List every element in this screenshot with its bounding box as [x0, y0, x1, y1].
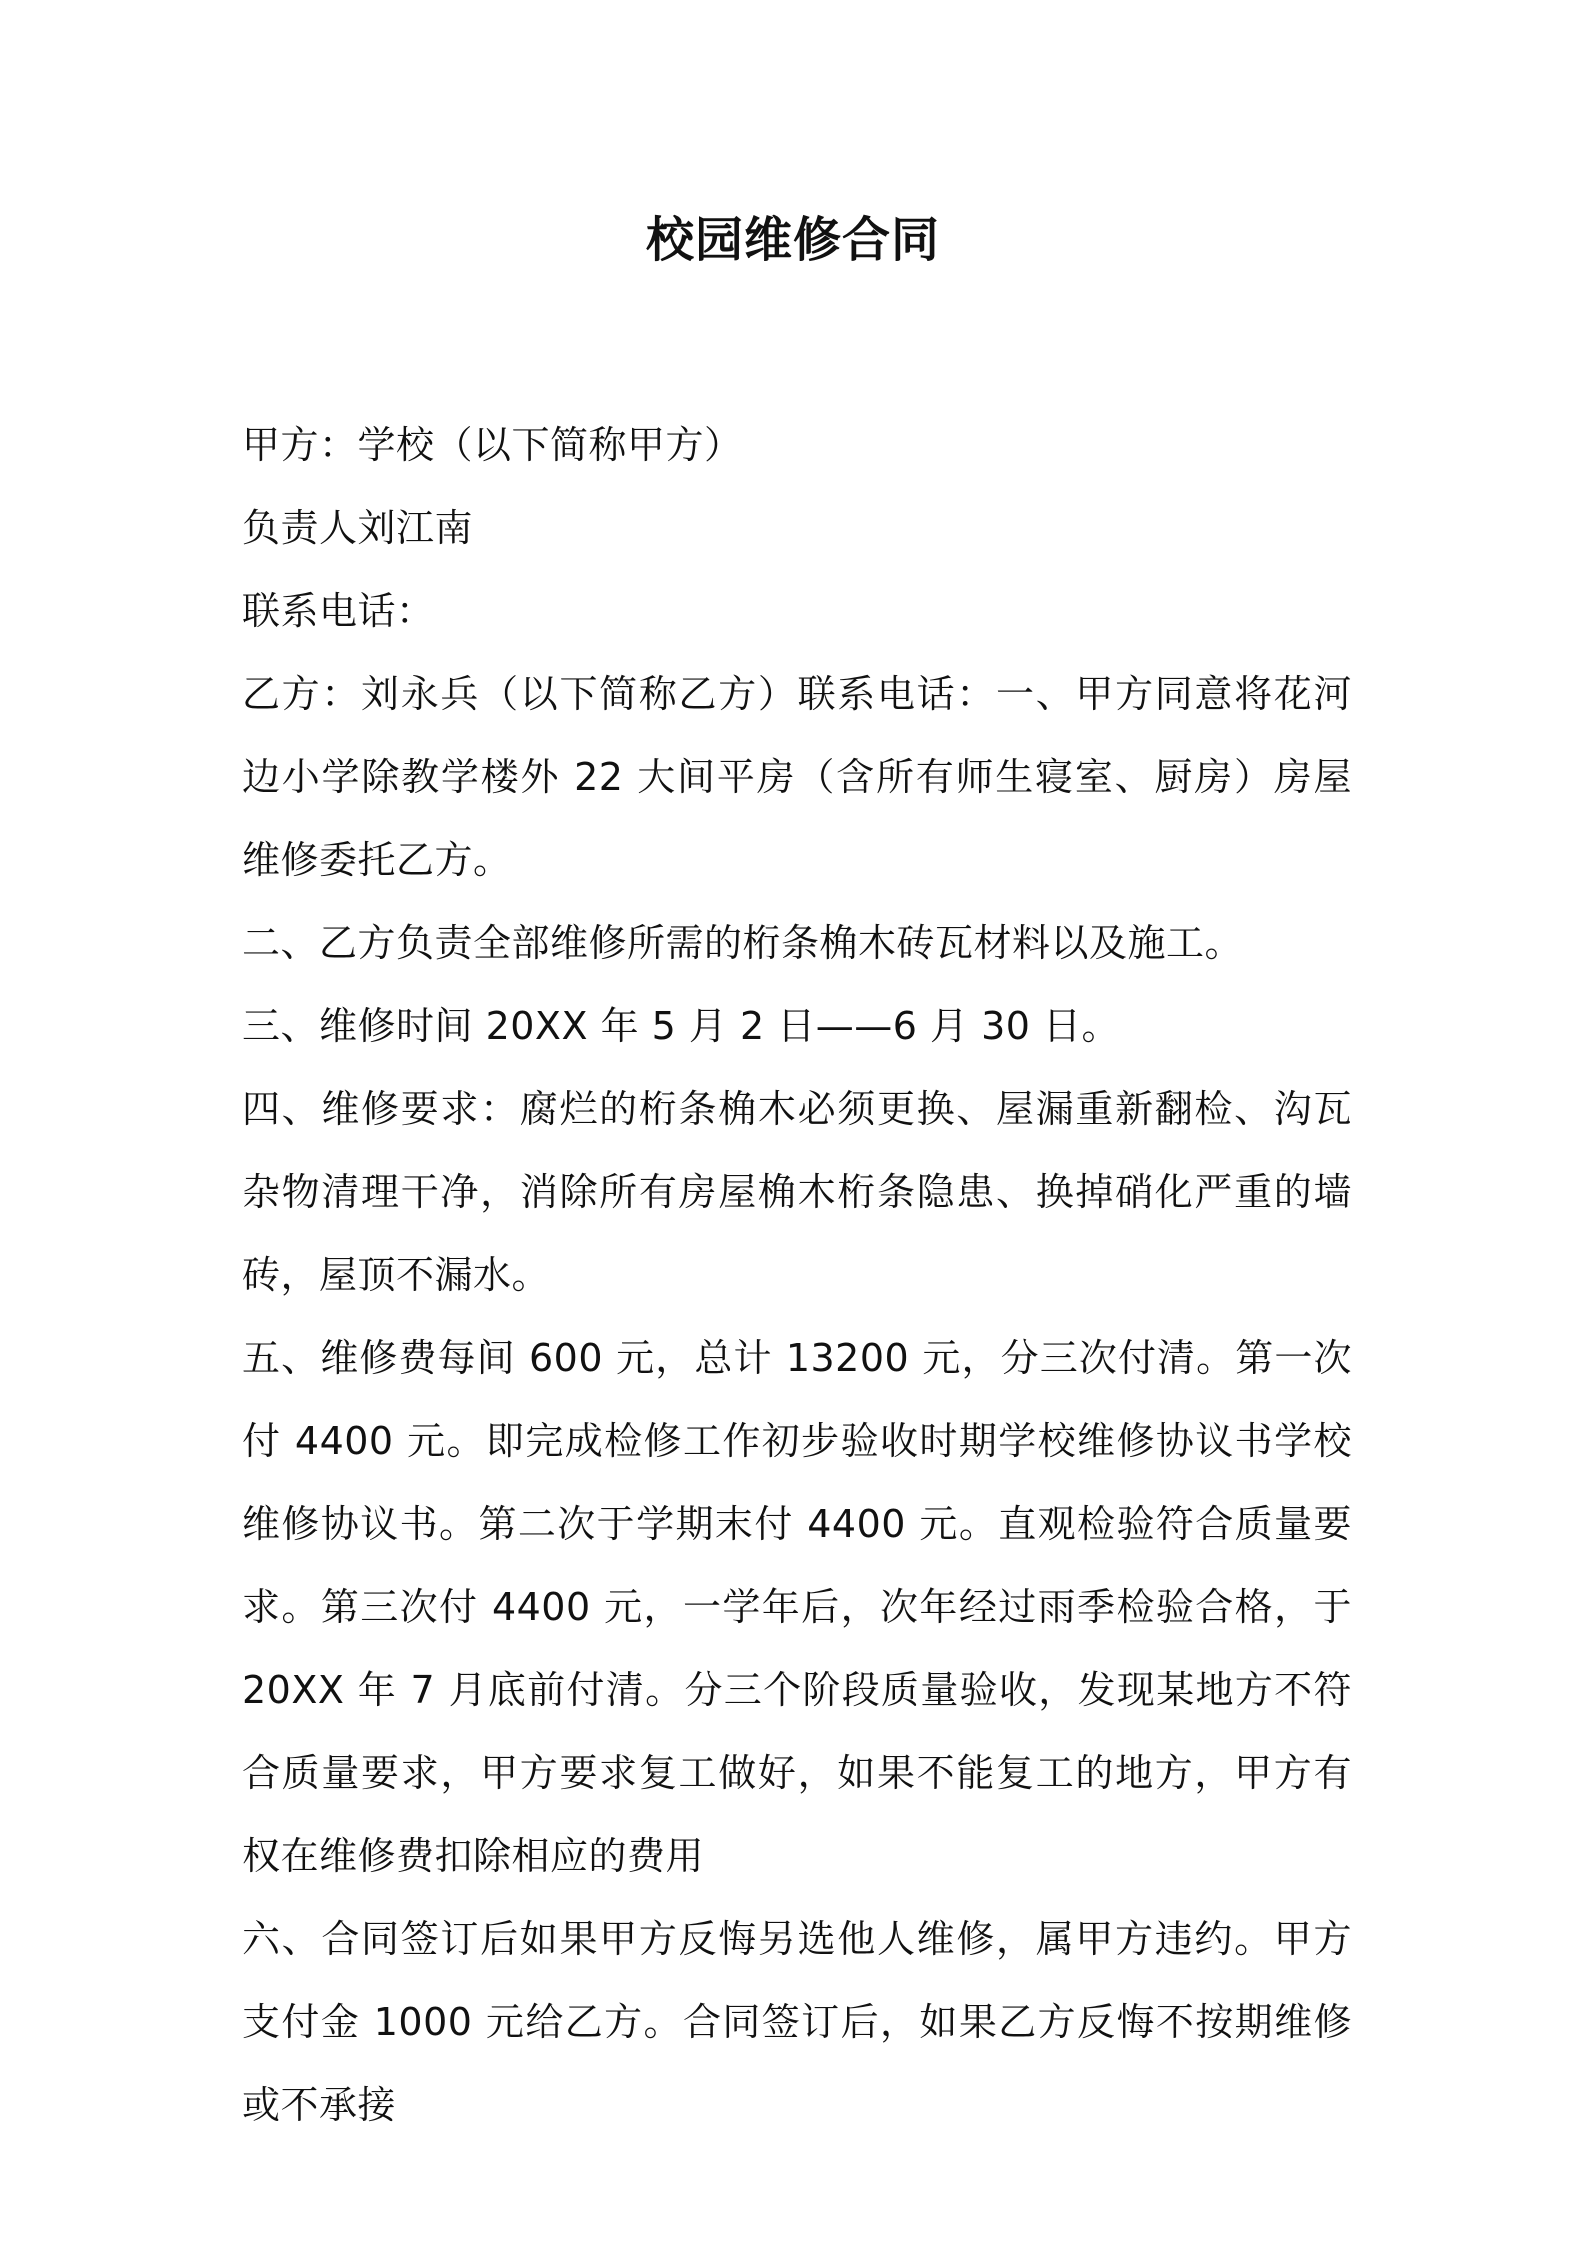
document-title: 校园维修合同: [645, 212, 940, 268]
responsible-person-line: 负责人刘江南: [242, 506, 474, 550]
contact-phone-line: 联系电话：: [242, 589, 435, 633]
party-a-line: 甲方：学校（以下简称甲方）: [242, 423, 743, 467]
clause-5: 五、维修费每间 600 元，总计 13200 元，分三次付清。第一次付 4400 元。即完成检修工作初步验收时期学校维修协议书学校维修协议书。第二次于学期末付 4400 元。直观检验符合质量要求。第三次付 4400 元，一学年后，次年经过雨季检验合格，于 20XX 年 7 月底前付清。分三个阶段质量验收，发现某地方不符合质量要求，甲方要求复工做好，如果不能复工的地方，甲方有权在维修费扣除相应的费用: [242, 1336, 1352, 1878]
clause-3: 三、维修时间 20XX 年 5 月 2 日——6 月 30 日。: [242, 1004, 1121, 1048]
party-b-and-clause-1: 乙方：刘永兵（以下简称乙方）联系电话：一、甲方同意将花河边小学除教学楼外 22 大间平房（含所有师生寝室、厨房）房屋维修委托乙方。: [242, 672, 1352, 882]
document-body: [242, 404, 1352, 2147]
clause-6: 六、合同签订后如果甲方反悔另选他人维修，属甲方违约。甲方支付金 1000 元给乙方。合同签订后，如果乙方反悔不按期维修或不承接: [242, 1917, 1352, 2127]
clause-2: 二、乙方负责全部维修所需的桁条桷木砖瓦材料以及施工。: [242, 921, 1244, 965]
clause-4: 四、维修要求：腐烂的桁条桷木必须更换、屋漏重新翻检、沟瓦杂物清理干净，消除所有房屋桷木桁条隐患、换掉硝化严重的墙砖，屋顶不漏水。: [242, 1087, 1352, 1297]
